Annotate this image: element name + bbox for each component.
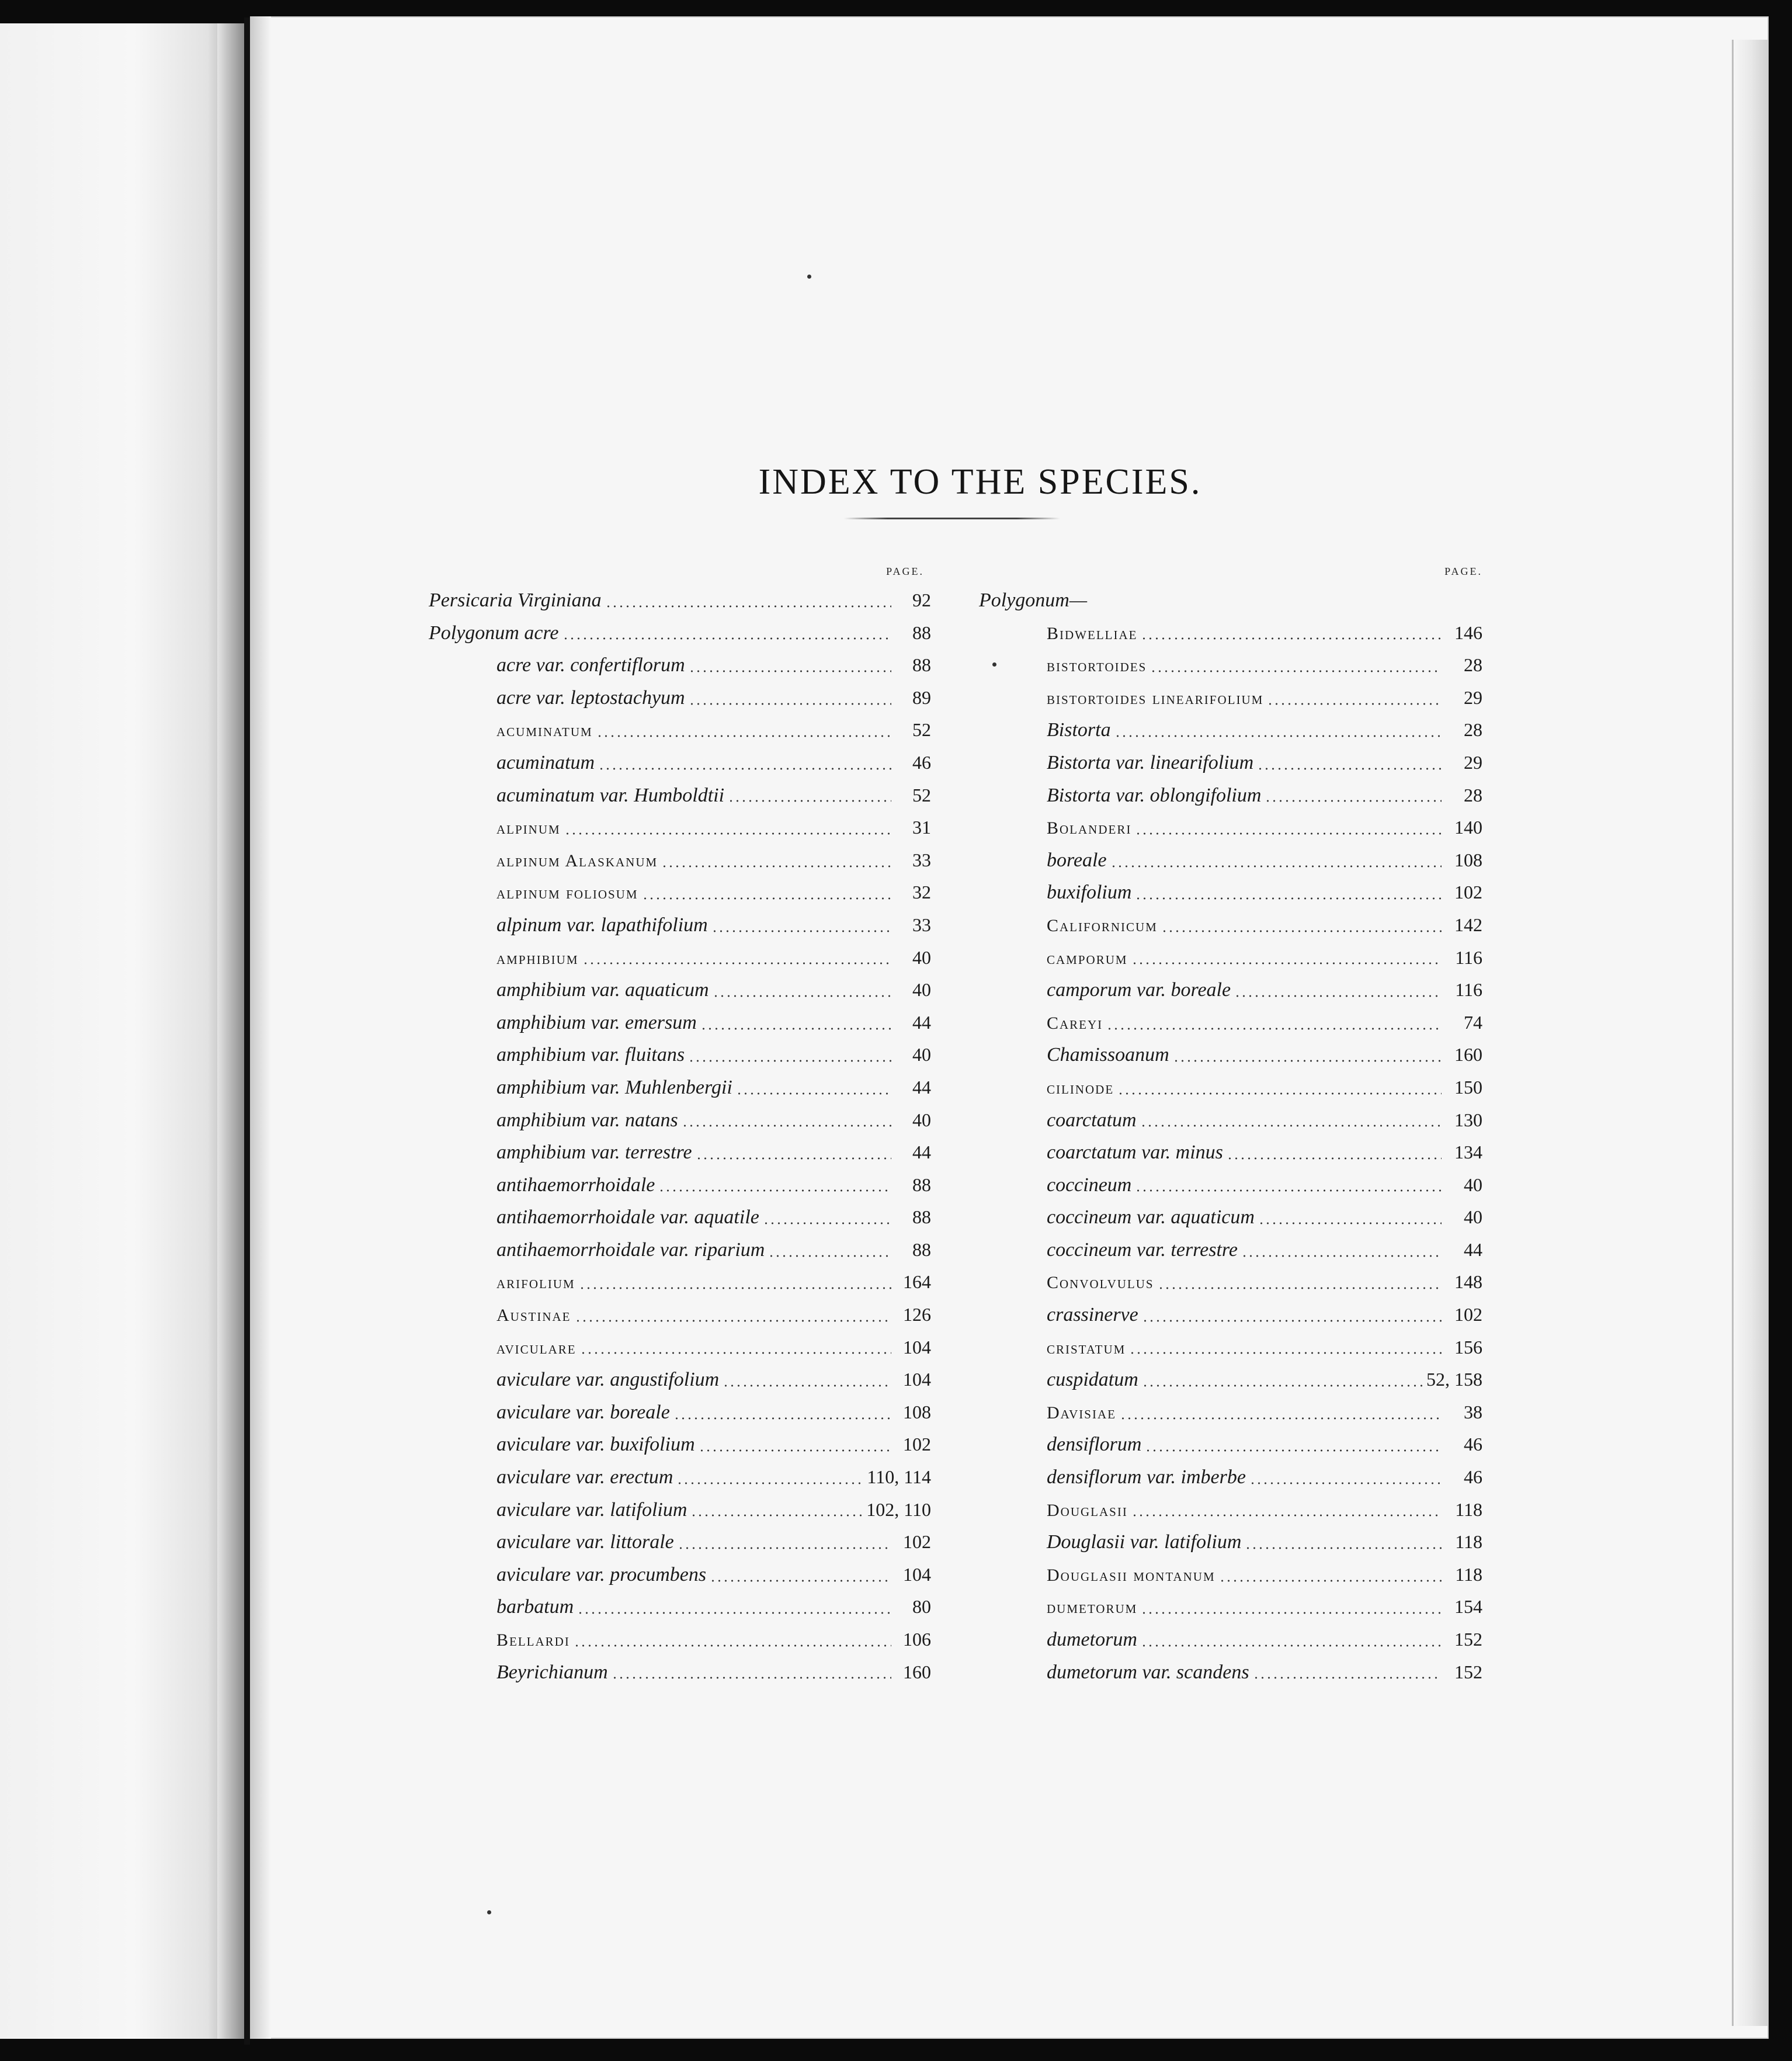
index-entry: [429, 876, 931, 909]
species-name: Chamissoanum: [1047, 1044, 1169, 1066]
species-name: amphibium var. natans: [496, 1109, 678, 1131]
dot-leader: [1145, 1449, 1442, 1452]
index-list-left: [429, 584, 931, 1688]
dot-leader: [1161, 929, 1442, 933]
dot-leader: [711, 929, 891, 933]
page-number: 89: [912, 686, 931, 708]
index-entry: [429, 1201, 931, 1234]
dot-leader: [1131, 962, 1442, 965]
dot-leader: [1110, 865, 1442, 868]
dot-leader: [580, 1351, 891, 1355]
species-name: dumetorum var. scandens: [1047, 1661, 1249, 1683]
dot-leader: [1141, 1644, 1442, 1647]
species-name: coccineum var. aquaticum: [1047, 1206, 1255, 1229]
page-number: 46: [1464, 1434, 1482, 1455]
dot-leader: [1141, 1611, 1442, 1615]
index-entry: [979, 779, 1482, 812]
species-name: Bistorta var. linearifolium: [1047, 751, 1254, 773]
index-entry: [429, 714, 931, 747]
index-entry: [979, 1136, 1482, 1169]
page-number: 102, 110: [866, 1498, 931, 1520]
index-entry: [979, 649, 1482, 682]
page-edge: [1732, 40, 1769, 2026]
dot-leader: [1219, 1579, 1442, 1583]
page-number: 104: [903, 1369, 931, 1390]
dot-leader: [1150, 669, 1442, 673]
index-entry: [429, 1331, 931, 1364]
dot-leader: [1106, 1027, 1442, 1030]
index-entry: [979, 1623, 1482, 1656]
dot-leader: [700, 1027, 891, 1030]
page-number: 44: [1464, 1238, 1482, 1260]
page-number: 88: [912, 622, 931, 643]
species-name: acuminatum: [496, 721, 593, 741]
dot-leader: [1141, 637, 1442, 640]
page-number: 164: [903, 1271, 931, 1293]
page-number: 146: [1454, 622, 1482, 643]
dot-leader: [1117, 1092, 1442, 1095]
page-number: 44: [912, 1076, 931, 1098]
page-number: 140: [1454, 817, 1482, 838]
dot-leader: [682, 1124, 891, 1127]
dot-leader: [689, 702, 891, 706]
page-number: 118: [1455, 1531, 1482, 1553]
page-number: 116: [1455, 979, 1482, 1001]
page-number: 126: [903, 1304, 931, 1326]
dot-leader: [678, 1546, 891, 1550]
dot-leader: [1135, 832, 1442, 835]
page-number: 40: [1464, 1174, 1482, 1195]
page-number: 32: [912, 882, 931, 903]
index-entry: [979, 1526, 1482, 1559]
page-number: 152: [1454, 1629, 1482, 1650]
book-gutter: [244, 18, 250, 2045]
page-number: 28: [1464, 654, 1482, 676]
species-name: camporum var. boreale: [1047, 979, 1231, 1001]
index-entry: [979, 1104, 1482, 1137]
page-number: 28: [1464, 784, 1482, 806]
species-name: amphibium var. fluitans: [496, 1044, 685, 1066]
dot-leader: [713, 994, 891, 998]
page-number: 88: [912, 1238, 931, 1260]
page-number: 46: [912, 751, 931, 773]
index-entry: [429, 1071, 931, 1104]
index-entry: [979, 714, 1482, 747]
species-name: bistortoides: [1047, 656, 1147, 676]
index-entry: [429, 1623, 931, 1656]
page-number: 40: [1464, 1206, 1482, 1228]
index-entry: [429, 1363, 931, 1396]
dot-leader: [1140, 1124, 1442, 1127]
index-entry: [979, 1494, 1482, 1526]
page-number: 102: [1454, 882, 1482, 903]
species-name: densiflorum var. imberbe: [1047, 1466, 1246, 1488]
species-name: alpinum: [496, 818, 561, 838]
species-name: aviculare var. buxifolium: [496, 1434, 695, 1456]
species-name: arifolium: [496, 1273, 575, 1293]
index-entry: [429, 649, 931, 682]
index-entry: [429, 682, 931, 714]
index-entry: [429, 747, 931, 779]
index-entry: [979, 942, 1482, 974]
species-name: aviculare var. latifolium: [496, 1498, 687, 1521]
species-name: acre var. leptostachyum: [496, 686, 685, 709]
dot-leader: [612, 1676, 891, 1680]
page-number: 152: [1454, 1661, 1482, 1682]
title-rule: [844, 518, 1060, 519]
page-number: 88: [912, 1174, 931, 1195]
species-name: aviculare var. procumbens: [496, 1563, 707, 1585]
page-shadow: [250, 16, 271, 2039]
species-name: alpinum var. lapathifolium: [496, 914, 708, 936]
species-name: camporum: [1047, 948, 1128, 968]
species-name: coarctatum var. minus: [1047, 1141, 1223, 1164]
facing-page-fold: [217, 23, 244, 2039]
page-number: 102: [903, 1531, 931, 1553]
species-name: coarctatum: [1047, 1109, 1137, 1131]
dot-leader: [575, 1319, 892, 1323]
species-name: Bolanderi: [1047, 818, 1132, 838]
dot-leader: [1142, 1384, 1423, 1387]
species-name: aviculare var. littorale: [496, 1531, 674, 1553]
index-entry: [979, 617, 1482, 650]
index-entry: [979, 1396, 1482, 1429]
index-entry: [979, 1266, 1482, 1299]
index-entry: [979, 1363, 1482, 1396]
index-entry: [429, 1007, 931, 1039]
species-name: barbatum: [496, 1596, 574, 1618]
dot-leader: [1114, 734, 1442, 738]
index-entry: [979, 682, 1482, 714]
index-entry: [429, 1494, 931, 1526]
species-name: coccineum var. terrestre: [1047, 1238, 1238, 1261]
species-name: buxifolium: [1047, 882, 1132, 904]
page-number: 40: [912, 1044, 931, 1066]
index-entry: [429, 617, 931, 650]
paper-speck: [807, 275, 811, 279]
page-number: 28: [1464, 719, 1482, 741]
dot-leader: [1142, 1319, 1442, 1323]
species-name: Polygonum acre: [429, 622, 559, 644]
species-name: dumetorum: [1047, 1629, 1137, 1650]
dot-leader: [723, 1384, 891, 1387]
index-entry: [979, 1428, 1482, 1461]
species-name: Careyi: [1047, 1013, 1103, 1033]
index-entry: [979, 1071, 1482, 1104]
page-number: 104: [903, 1336, 931, 1358]
index-entry: [979, 1039, 1482, 1071]
page-number: 80: [912, 1596, 931, 1618]
page-number: 88: [912, 1206, 931, 1228]
species-name: aviculare var. angustifolium: [496, 1369, 720, 1391]
page-number: 160: [903, 1661, 931, 1682]
index-entry: [429, 1266, 931, 1299]
index-entry: [429, 811, 931, 844]
page-number: 104: [903, 1563, 931, 1585]
index-column-left: [429, 565, 931, 1688]
dot-leader: [673, 1417, 891, 1420]
index-entry: [979, 909, 1482, 942]
index-entry: [429, 844, 931, 877]
page-number: 142: [1454, 914, 1482, 935]
dot-leader: [1257, 767, 1442, 771]
dot-leader: [1267, 702, 1442, 706]
page-number: 102: [1454, 1304, 1482, 1326]
dot-leader: [1131, 1514, 1442, 1517]
species-name: bistortoides linearifolium: [1047, 688, 1264, 708]
index-entry: [979, 844, 1482, 877]
dot-leader: [696, 1157, 891, 1160]
species-name: Persicaria Virginiana: [429, 589, 602, 611]
dot-leader: [658, 1189, 891, 1192]
dot-leader: [736, 1092, 891, 1095]
index-entry: [429, 1396, 931, 1429]
page-number: 29: [1464, 751, 1482, 773]
dot-leader: [598, 767, 891, 771]
index-entry: [429, 584, 931, 617]
index-entry: [429, 1591, 931, 1623]
dot-leader: [768, 1254, 891, 1258]
page-number: 52, 158: [1426, 1369, 1482, 1390]
dot-leader: [1173, 1059, 1442, 1063]
index-entry: [979, 747, 1482, 779]
index-entry: [429, 974, 931, 1007]
dot-leader: [1258, 1222, 1442, 1225]
index-entry: [429, 1136, 931, 1169]
dot-leader: [1135, 1189, 1442, 1192]
page-number: 44: [912, 1011, 931, 1033]
page-number: 150: [1454, 1076, 1482, 1098]
species-name: Bistorta var. oblongifolium: [1047, 784, 1262, 806]
index-entry: [429, 1461, 931, 1494]
dot-leader: [689, 669, 891, 673]
index-entry: [979, 1331, 1482, 1364]
dot-leader: [577, 1611, 891, 1615]
genus-heading: [979, 584, 1482, 617]
page-number: 40: [912, 946, 931, 968]
page-number: 154: [1454, 1596, 1482, 1618]
species-name: coccineum: [1047, 1174, 1132, 1196]
page-number: 29: [1464, 686, 1482, 708]
page-number: 92: [912, 589, 931, 610]
dot-leader: [690, 1514, 863, 1517]
page-number: 31: [912, 817, 931, 838]
species-name: amphibium var. terrestre: [496, 1141, 692, 1164]
index-column-right: [979, 565, 1482, 1688]
index-entry: [429, 942, 931, 974]
index-entry: [429, 1169, 931, 1202]
species-name: crassinerve: [1047, 1304, 1138, 1326]
page-number: 110, 114: [867, 1466, 931, 1488]
index-entry: [979, 1559, 1482, 1591]
index-list-right: [979, 617, 1482, 1689]
index-page: [250, 16, 1769, 2039]
page-number: 44: [912, 1141, 931, 1163]
page-number: 118: [1455, 1498, 1482, 1520]
dot-leader: [1241, 1254, 1442, 1258]
species-name: Californicum: [1047, 915, 1158, 935]
dot-leader: [596, 734, 891, 738]
page-number: 33: [912, 849, 931, 870]
species-name: dumetorum: [1047, 1598, 1138, 1618]
dot-leader: [699, 1449, 891, 1452]
species-name: acre var. confertiflorum: [496, 654, 685, 676]
index-entry: [979, 1169, 1482, 1202]
species-name: Beyrichianum: [496, 1661, 608, 1683]
page-number: 134: [1454, 1141, 1482, 1163]
dot-leader: [1129, 1351, 1442, 1355]
species-name: antihaemorrhoidale var. aquatile: [496, 1206, 759, 1229]
dot-leader: [676, 1481, 863, 1485]
index-entry: [979, 811, 1482, 844]
dot-leader: [728, 799, 891, 803]
species-name: Davisiae: [1047, 1403, 1116, 1422]
species-name: acuminatum: [496, 751, 595, 773]
index-entry: [429, 779, 931, 812]
page-number: 108: [903, 1401, 931, 1422]
species-name: cristatum: [1047, 1338, 1126, 1358]
index-entry: [979, 1299, 1482, 1331]
species-name: alpinum Alaskanum: [496, 851, 658, 870]
dot-leader: [1120, 1417, 1442, 1420]
dot-leader: [562, 637, 891, 640]
dot-leader: [661, 865, 891, 868]
facing-page: [0, 23, 244, 2039]
dot-leader: [710, 1579, 891, 1583]
index-entry: [979, 1201, 1482, 1234]
species-name: aviculare var. erectum: [496, 1466, 673, 1488]
page-number: 156: [1454, 1336, 1482, 1358]
dot-leader: [564, 832, 891, 835]
page-number: 88: [912, 654, 931, 676]
index-entry: [429, 1299, 931, 1331]
page-number: 116: [1455, 946, 1482, 968]
species-name: Douglasii montanum: [1047, 1565, 1215, 1585]
index-entry: [979, 974, 1482, 1007]
species-name: antihaemorrhoidale: [496, 1174, 655, 1196]
page-column-heading: PAGE.: [1444, 565, 1482, 577]
dot-leader: [1234, 994, 1442, 998]
index-entry: [979, 1591, 1482, 1623]
species-name: Douglasii var. latifolium: [1047, 1531, 1242, 1553]
page-number: 160: [1454, 1044, 1482, 1066]
index-entry: [979, 1234, 1482, 1267]
dot-leader: [1227, 1157, 1442, 1160]
index-entry: [979, 1656, 1482, 1689]
dot-leader: [1249, 1481, 1442, 1485]
page-number: 38: [1464, 1401, 1482, 1422]
species-name: Bidwelliae: [1047, 623, 1138, 643]
species-name: acuminatum var. Humboldtii: [496, 784, 725, 806]
dot-leader: [574, 1644, 891, 1647]
page-number: 52: [912, 719, 931, 741]
page-number: 33: [912, 914, 931, 935]
page-column-heading: PAGE.: [886, 565, 924, 577]
dot-leader: [1245, 1546, 1442, 1550]
page-number: 40: [912, 1109, 931, 1130]
species-name: boreale: [1047, 849, 1107, 871]
species-name: densiflorum: [1047, 1434, 1142, 1456]
dot-leader: [1135, 897, 1442, 900]
index-entry: [429, 1428, 931, 1461]
species-name: cuspidatum: [1047, 1369, 1138, 1391]
species-name: amphibium var. Muhlenbergii: [496, 1076, 732, 1098]
index-entry: [429, 1526, 931, 1559]
page-title: INDEX TO THE SPECIES.: [758, 462, 1202, 502]
page-number: 74: [1464, 1011, 1482, 1033]
dot-leader: [763, 1222, 891, 1225]
index-entry: [979, 876, 1482, 909]
species-name: Convolvulus: [1047, 1273, 1154, 1293]
dot-leader: [688, 1059, 891, 1063]
species-name: Bellardi: [496, 1630, 570, 1650]
species-name: aviculare: [496, 1338, 577, 1358]
index-entry: [429, 1559, 931, 1591]
dot-leader: [605, 605, 891, 608]
page-number: 118: [1455, 1563, 1482, 1585]
index-entry: [429, 909, 931, 942]
species-name: alpinum foliosum: [496, 883, 638, 903]
page-number: 52: [912, 784, 931, 806]
dot-leader: [1253, 1676, 1442, 1680]
dot-leader: [579, 1286, 891, 1290]
page-number: 106: [903, 1629, 931, 1650]
page-number: 40: [912, 979, 931, 1001]
species-name: Douglasii: [1047, 1500, 1128, 1520]
dot-leader: [1158, 1286, 1442, 1290]
index-entry: [979, 1007, 1482, 1039]
index-entry: [429, 1039, 931, 1071]
species-name: amphibium: [496, 948, 579, 968]
species-name: Austinae: [496, 1306, 571, 1326]
page-number: 108: [1454, 849, 1482, 870]
genus-heading-label: Polygonum—: [979, 589, 1088, 611]
index-entry: [429, 1104, 931, 1137]
page-number: 148: [1454, 1271, 1482, 1293]
index-entry: [979, 1461, 1482, 1494]
species-name: amphibium var. aquaticum: [496, 979, 709, 1001]
page-number: 102: [903, 1434, 931, 1455]
index-entry: [429, 1656, 931, 1689]
species-name: antihaemorrhoidale var. riparium: [496, 1238, 765, 1261]
dot-leader: [1265, 799, 1442, 803]
page-number: 46: [1464, 1466, 1482, 1488]
species-name: Bistorta: [1047, 719, 1111, 741]
paper-speck: [487, 1910, 491, 1914]
dot-leader: [582, 962, 891, 965]
dot-leader: [642, 897, 891, 900]
index-entry: [429, 1234, 931, 1267]
species-name: aviculare var. boreale: [496, 1401, 670, 1423]
page-number: 130: [1454, 1109, 1482, 1130]
species-name: amphibium var. emersum: [496, 1011, 697, 1033]
species-name: cilinode: [1047, 1078, 1114, 1098]
